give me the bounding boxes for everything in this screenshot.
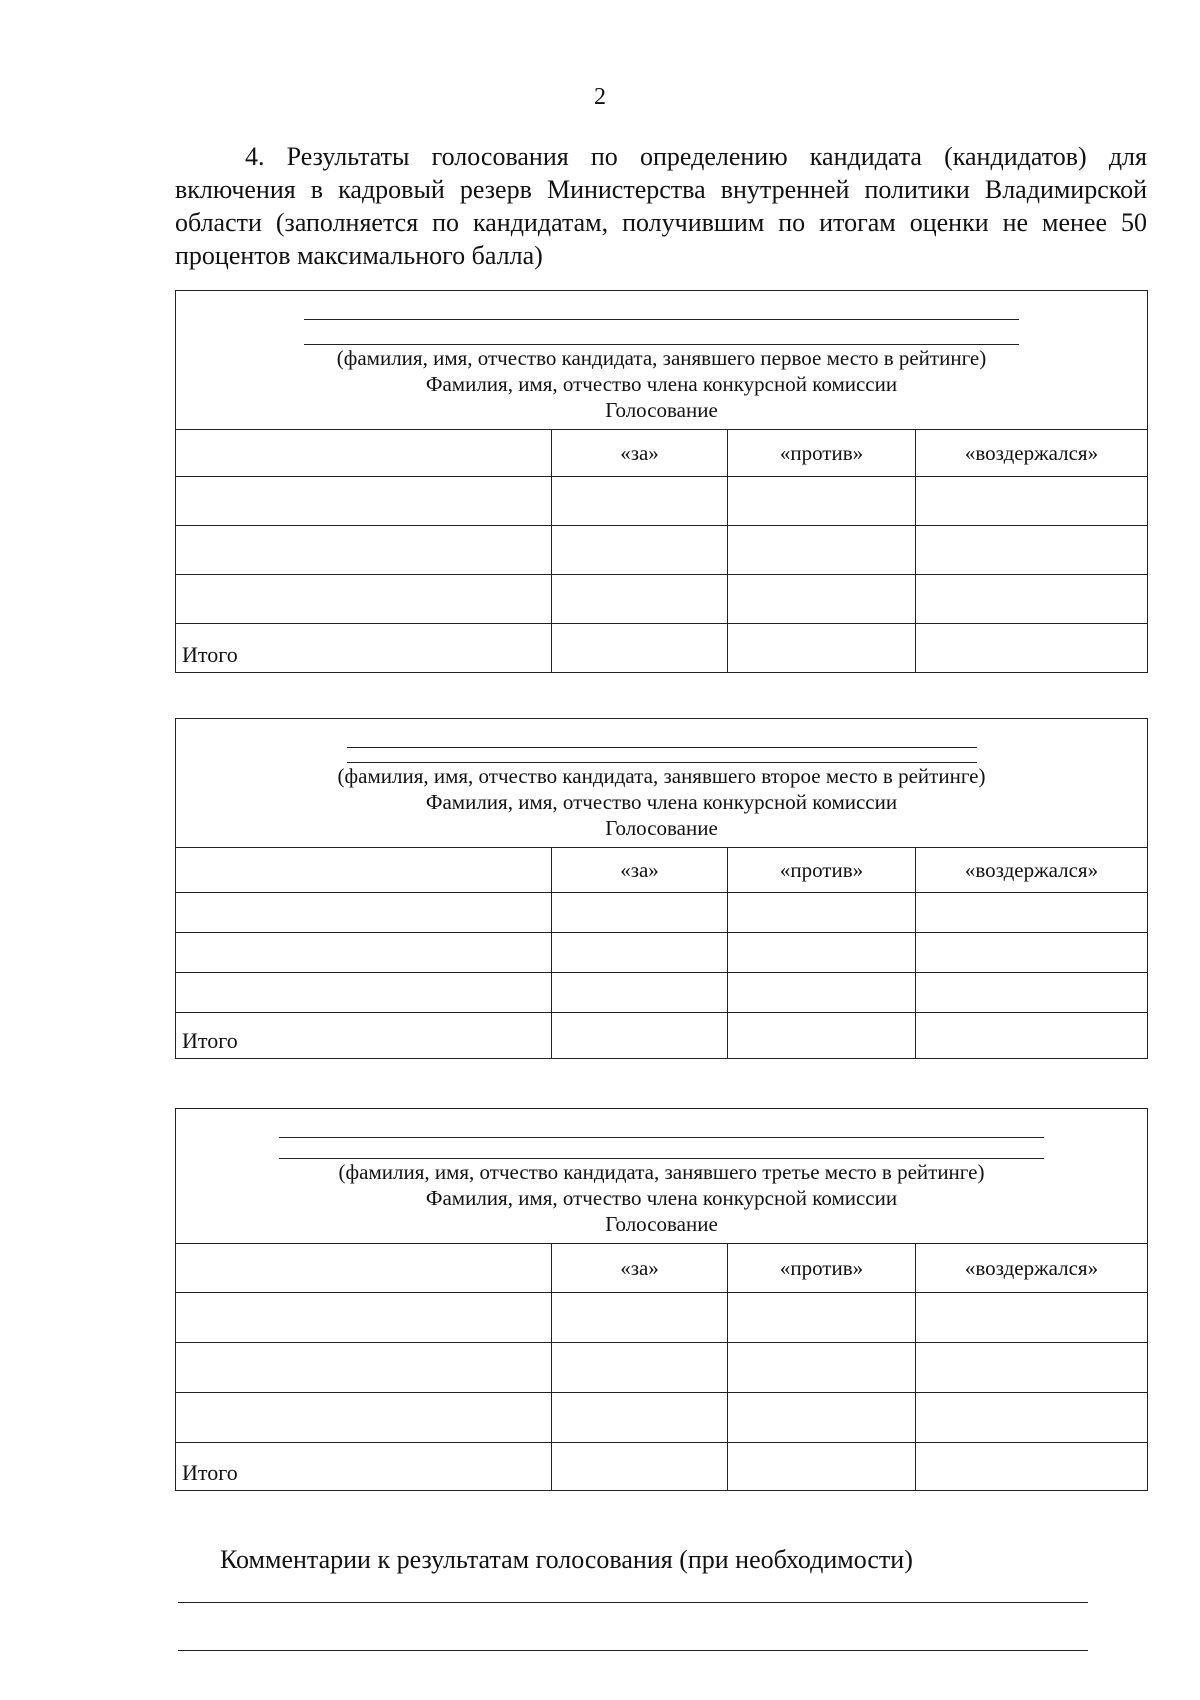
- vote-for-cell[interactable]: [552, 1393, 728, 1443]
- comments-label: Комментарии к результатам голосования (при необходимости): [220, 1545, 913, 1574]
- candidate-name-line[interactable]: [304, 319, 1019, 320]
- vote-for-cell[interactable]: [552, 973, 728, 1013]
- vote-against-cell[interactable]: [728, 933, 916, 973]
- vote-for-cell[interactable]: [552, 526, 728, 575]
- vote-abstain-cell[interactable]: [916, 973, 1148, 1013]
- col-for-header: «за»: [552, 1244, 728, 1293]
- col-abstain-header: «воздержался»: [916, 1244, 1148, 1293]
- candidate-caption: (фамилия, имя, отчество кандидата, занявшего второе место в рейтинге): [337, 764, 986, 788]
- member-name-cell[interactable]: [176, 477, 552, 526]
- vote-for-cell[interactable]: [552, 1343, 728, 1393]
- vote-table-third-place: [175, 1108, 1148, 1491]
- member-label: Фамилия, имя, отчество члена конкурсной комиссии: [425, 372, 898, 396]
- member-name-cell[interactable]: [176, 1293, 552, 1343]
- table-row: [176, 477, 1148, 526]
- col-abstain-header: «воздержался»: [916, 430, 1148, 477]
- voting-label: Голосование: [605, 816, 718, 840]
- vote-for-cell[interactable]: [552, 933, 728, 973]
- table-row: [176, 933, 1148, 973]
- candidate-caption: (фамилия, имя, отчество кандидата, занявшего третье место в рейтинге): [338, 1160, 985, 1184]
- total-for-cell[interactable]: [552, 1443, 728, 1491]
- intro-paragraph: 4. Результаты голосования по определению кандидата (кандидатов) для включения в кадровый резерв Министерства внутренней политики Владимирской области (заполняется по кандидатам, получившим по итогам оценки не менее 50 процентов максимального балла): [175, 142, 1147, 270]
- vote-abstain-cell[interactable]: [916, 933, 1148, 973]
- comment-line[interactable]: [178, 1602, 1088, 1603]
- total-against-cell[interactable]: [728, 624, 916, 673]
- vote-against-cell[interactable]: [728, 1343, 916, 1393]
- table-row: [176, 1343, 1148, 1393]
- total-label: Итого: [176, 1443, 552, 1491]
- member-name-cell[interactable]: [176, 893, 552, 933]
- total-label: Итого: [176, 624, 552, 673]
- vote-for-cell[interactable]: [552, 893, 728, 933]
- table-row: [176, 973, 1148, 1013]
- page-number: 2: [594, 84, 606, 110]
- comment-line[interactable]: [178, 1650, 1088, 1651]
- total-abstain-cell[interactable]: [916, 1443, 1148, 1491]
- candidate-header: [176, 719, 1148, 848]
- table-row: [176, 1393, 1148, 1443]
- vote-for-cell[interactable]: [552, 477, 728, 526]
- member-name-cell[interactable]: [176, 1393, 552, 1443]
- total-against-cell[interactable]: [728, 1443, 916, 1491]
- table-row: [176, 893, 1148, 933]
- total-row: [176, 1443, 1148, 1491]
- vote-table-first-place: [175, 290, 1148, 673]
- total-label: Итого: [176, 1013, 552, 1059]
- candidate-header: [176, 291, 1148, 430]
- total-row: [176, 1013, 1148, 1059]
- col-for-header: «за»: [552, 430, 728, 477]
- vote-abstain-cell[interactable]: [916, 1343, 1148, 1393]
- member-label: Фамилия, имя, отчество члена конкурсной комиссии: [425, 790, 898, 814]
- vote-against-cell[interactable]: [728, 1293, 916, 1343]
- member-name-cell[interactable]: [176, 1343, 552, 1393]
- member-name-cell[interactable]: [176, 933, 552, 973]
- vote-abstain-cell[interactable]: [916, 526, 1148, 575]
- table-row: [176, 575, 1148, 624]
- member-name-cell[interactable]: [176, 575, 552, 624]
- col-against-header: «против»: [728, 430, 916, 477]
- col-for-header: «за»: [552, 848, 728, 893]
- member-name-header-cell: [176, 430, 552, 477]
- member-name-cell[interactable]: [176, 526, 552, 575]
- vote-against-cell[interactable]: [728, 973, 916, 1013]
- vote-against-cell[interactable]: [728, 477, 916, 526]
- total-abstain-cell[interactable]: [916, 624, 1148, 673]
- member-name-header-cell: [176, 848, 552, 893]
- member-name-cell[interactable]: [176, 973, 552, 1013]
- total-for-cell[interactable]: [552, 1013, 728, 1059]
- col-against-header: «против»: [728, 848, 916, 893]
- candidate-name-line[interactable]: [347, 747, 977, 748]
- vote-for-cell[interactable]: [552, 575, 728, 624]
- vote-abstain-cell[interactable]: [916, 575, 1148, 624]
- total-abstain-cell[interactable]: [916, 1013, 1148, 1059]
- total-for-cell[interactable]: [552, 624, 728, 673]
- vote-against-cell[interactable]: [728, 893, 916, 933]
- table-row: [176, 526, 1148, 575]
- voting-label: Голосование: [605, 398, 718, 422]
- vote-against-cell[interactable]: [728, 526, 916, 575]
- member-name-header-cell: [176, 1244, 552, 1293]
- total-row: [176, 624, 1148, 673]
- vote-against-cell[interactable]: [728, 575, 916, 624]
- vote-for-cell[interactable]: [552, 1293, 728, 1343]
- vote-abstain-cell[interactable]: [916, 893, 1148, 933]
- table-row: [176, 1293, 1148, 1343]
- total-against-cell[interactable]: [728, 1013, 916, 1059]
- vote-abstain-cell[interactable]: [916, 477, 1148, 526]
- voting-label: Голосование: [605, 1212, 718, 1236]
- member-label: Фамилия, имя, отчество члена конкурсной комиссии: [425, 1186, 898, 1210]
- vote-against-cell[interactable]: [728, 1393, 916, 1443]
- candidate-name-line[interactable]: [279, 1137, 1044, 1138]
- vote-abstain-cell[interactable]: [916, 1293, 1148, 1343]
- col-against-header: «против»: [728, 1244, 916, 1293]
- candidate-caption: (фамилия, имя, отчество кандидата, занявшего первое место в рейтинге): [336, 346, 987, 370]
- vote-table-second-place: [175, 718, 1148, 1059]
- vote-abstain-cell[interactable]: [916, 1393, 1148, 1443]
- candidate-header: [176, 1109, 1148, 1244]
- col-abstain-header: «воздержался»: [916, 848, 1148, 893]
